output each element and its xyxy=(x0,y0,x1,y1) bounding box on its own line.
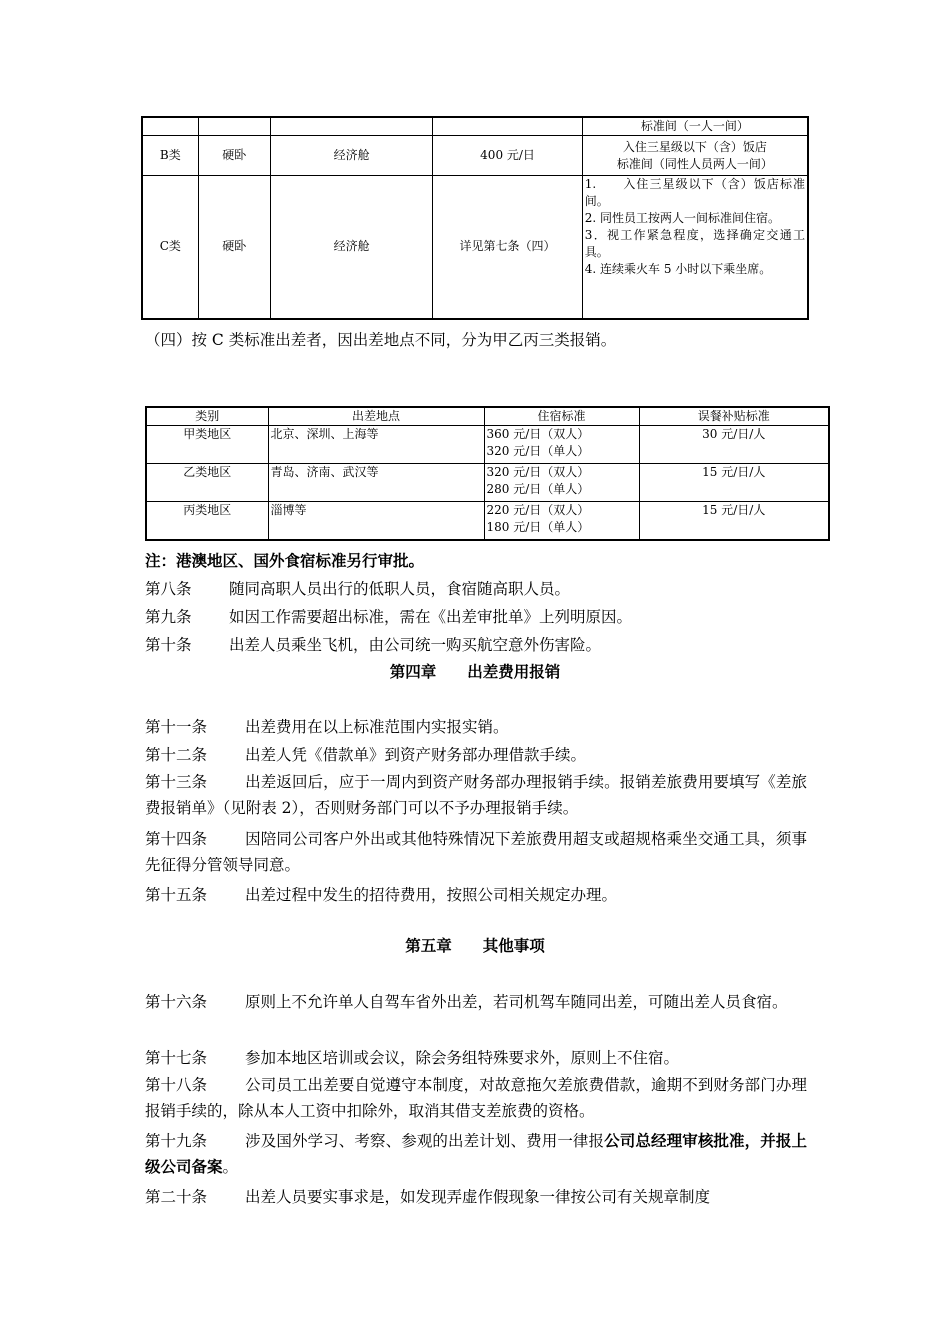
article-text: 出差人员要实事求是，如发现弄虚作假现象一律按公司有关规章制度 xyxy=(245,1188,711,1206)
article-text: 出差返回后，应于一周内到资产财务部办理报销手续。报销差旅费用要填写《差旅费报销单》（见附表 2），否则财务部门可以不予办理报销手续。 xyxy=(145,773,807,817)
table-row xyxy=(146,502,829,540)
table-cell: C类 xyxy=(142,176,198,319)
table-cell: 经济舱 xyxy=(270,176,432,319)
article-text: 参加本地区培训或会议，除会务组特殊要求外，原则上不住宿。 xyxy=(245,1049,680,1067)
column-header: 类别 xyxy=(146,407,268,426)
table-cell: 乙类地区 xyxy=(146,464,268,502)
article-label: 第十五条 xyxy=(145,886,208,904)
article-label: 第八条 xyxy=(145,580,192,598)
list-item: 2. 同性员工按两人一间标准间住宿。 xyxy=(584,211,781,225)
article-11 xyxy=(145,714,807,740)
table-cell: 320 元/日（双人） 280 元/日（单人） xyxy=(484,464,639,502)
article-label: 第十条 xyxy=(145,636,192,654)
article-17 xyxy=(145,1045,807,1071)
article-10 xyxy=(145,632,807,658)
article-18 xyxy=(145,1072,807,1124)
table-cell: 15 元/日/人 xyxy=(639,464,829,502)
article-label: 第十三条 xyxy=(145,773,208,791)
table-cell: 经济舱 xyxy=(270,136,432,176)
article-text: 原则上不允许单人自驾车省外出差，若司机驾车随同出差，可随出差人员食宿。 xyxy=(245,993,788,1011)
table-cell: 360 元/日（双人） 320 元/日（单人） xyxy=(484,426,639,464)
list-item: 1. 入住三星级以下（含）饭店标准间。 xyxy=(584,177,805,208)
travel-standard-table xyxy=(141,116,809,320)
article-label: 第十九条 xyxy=(145,1132,208,1150)
list-item: 3．视工作紧急程度，选择确定交通工具。 xyxy=(584,228,805,259)
table-cell: 15 元/日/人 xyxy=(639,502,829,540)
article-label: 第十七条 xyxy=(145,1049,208,1067)
article-14 xyxy=(145,826,807,878)
article-8 xyxy=(145,576,807,602)
table-cell: 硬卧 xyxy=(198,176,270,319)
column-header: 住宿标准 xyxy=(484,407,639,426)
article-12 xyxy=(145,742,807,768)
article-text-bold: 公司总经理审核批准，并报上级公司备案 xyxy=(145,1131,807,1176)
table-cell: 北京、深圳、上海等 xyxy=(268,426,484,464)
article-text: 涉及国外学习、考察、参观的出差计划、费用一律报 xyxy=(245,1132,605,1150)
article-text: 随同高职人员出行的低职人员，食宿随高职人员。 xyxy=(229,580,571,598)
table-cell: 硬卧 xyxy=(198,136,270,176)
article-19 xyxy=(145,1128,807,1180)
article-9 xyxy=(145,604,807,630)
article-label: 第二十条 xyxy=(145,1188,208,1206)
article-text: 出差费用在以上标准范围内实报实销。 xyxy=(245,718,509,736)
article-label: 第九条 xyxy=(145,608,192,626)
article-label: 第十四条 xyxy=(145,830,208,848)
table-cell: 220 元/日（双人） 180 元/日（单人） xyxy=(484,502,639,540)
article-15 xyxy=(145,882,807,908)
article-text: 因陪同公司客户外出或其他特殊情况下差旅费用超支或超规格乘坐交通工具，须事先征得分管领导同意。 xyxy=(145,830,807,874)
table-cell: 丙类地区 xyxy=(146,502,268,540)
article-16 xyxy=(145,989,807,1015)
table-cell: 400 元/日 xyxy=(433,136,582,176)
chapter-4-title: 第四章 出差费用报销 xyxy=(389,662,561,681)
table-row xyxy=(142,176,808,319)
note-bold: 注：港澳地区、国外食宿标准另行审批。 xyxy=(145,551,425,570)
table-cell: 青岛、济南、武汉等 xyxy=(268,464,484,502)
table-cell: 标准间（一人一间） xyxy=(582,117,808,136)
article-label: 第十二条 xyxy=(145,746,208,764)
table-row xyxy=(146,426,829,464)
article-20 xyxy=(145,1184,807,1210)
table-row xyxy=(142,117,808,136)
article-text-tail: 。 xyxy=(222,1158,239,1176)
column-header: 出差地点 xyxy=(268,407,484,426)
column-header: 误餐补贴标准 xyxy=(639,407,829,426)
article-label: 第十一条 xyxy=(145,718,208,736)
table-cell: 30 元/日/人 xyxy=(639,426,829,464)
list-item: 4. 连续乘火车 5 小时以下乘坐席。 xyxy=(584,262,772,276)
article-text: 出差人凭《借款单》到资产财务部办理借款手续。 xyxy=(245,746,587,764)
chapter-5-title: 第五章 其他事项 xyxy=(405,936,545,955)
article-text: 出差过程中发生的招待费用，按照公司相关规定办理。 xyxy=(245,886,618,904)
table-cell: 甲类地区 xyxy=(146,426,268,464)
article-13 xyxy=(145,769,807,821)
article-label: 第十六条 xyxy=(145,993,208,1011)
table-cell: 详见第七条（四） xyxy=(433,176,582,319)
table-cell: B类 xyxy=(142,136,198,176)
article-text: 出差人员乘坐飞机，由公司统一购买航空意外伤害险。 xyxy=(229,636,602,654)
article-text: 公司员工出差要自觉遵守本制度，对故意拖欠差旅费借款，逾期不到财务部门办理报销手续的，除从本人工资中扣除外，取消其借支差旅费的资格。 xyxy=(145,1076,807,1120)
table-cell xyxy=(582,176,808,319)
table-row xyxy=(146,464,829,502)
clause-7-4: （四）按 C 类标准出差者，因出差地点不同，分为甲乙丙三类报销。 xyxy=(145,331,617,349)
table-cell: 淄博等 xyxy=(268,502,484,540)
article-text: 如因工作需要超出标准，需在《出差审批单》上列明原因。 xyxy=(229,608,633,626)
region-standard-table xyxy=(145,406,830,541)
table-row xyxy=(142,136,808,176)
table-header-row xyxy=(146,407,829,426)
article-label: 第十八条 xyxy=(145,1076,208,1094)
table-cell: 入住三星级以下（含）饭店 标准间（同性人员两人一间） xyxy=(582,136,808,176)
